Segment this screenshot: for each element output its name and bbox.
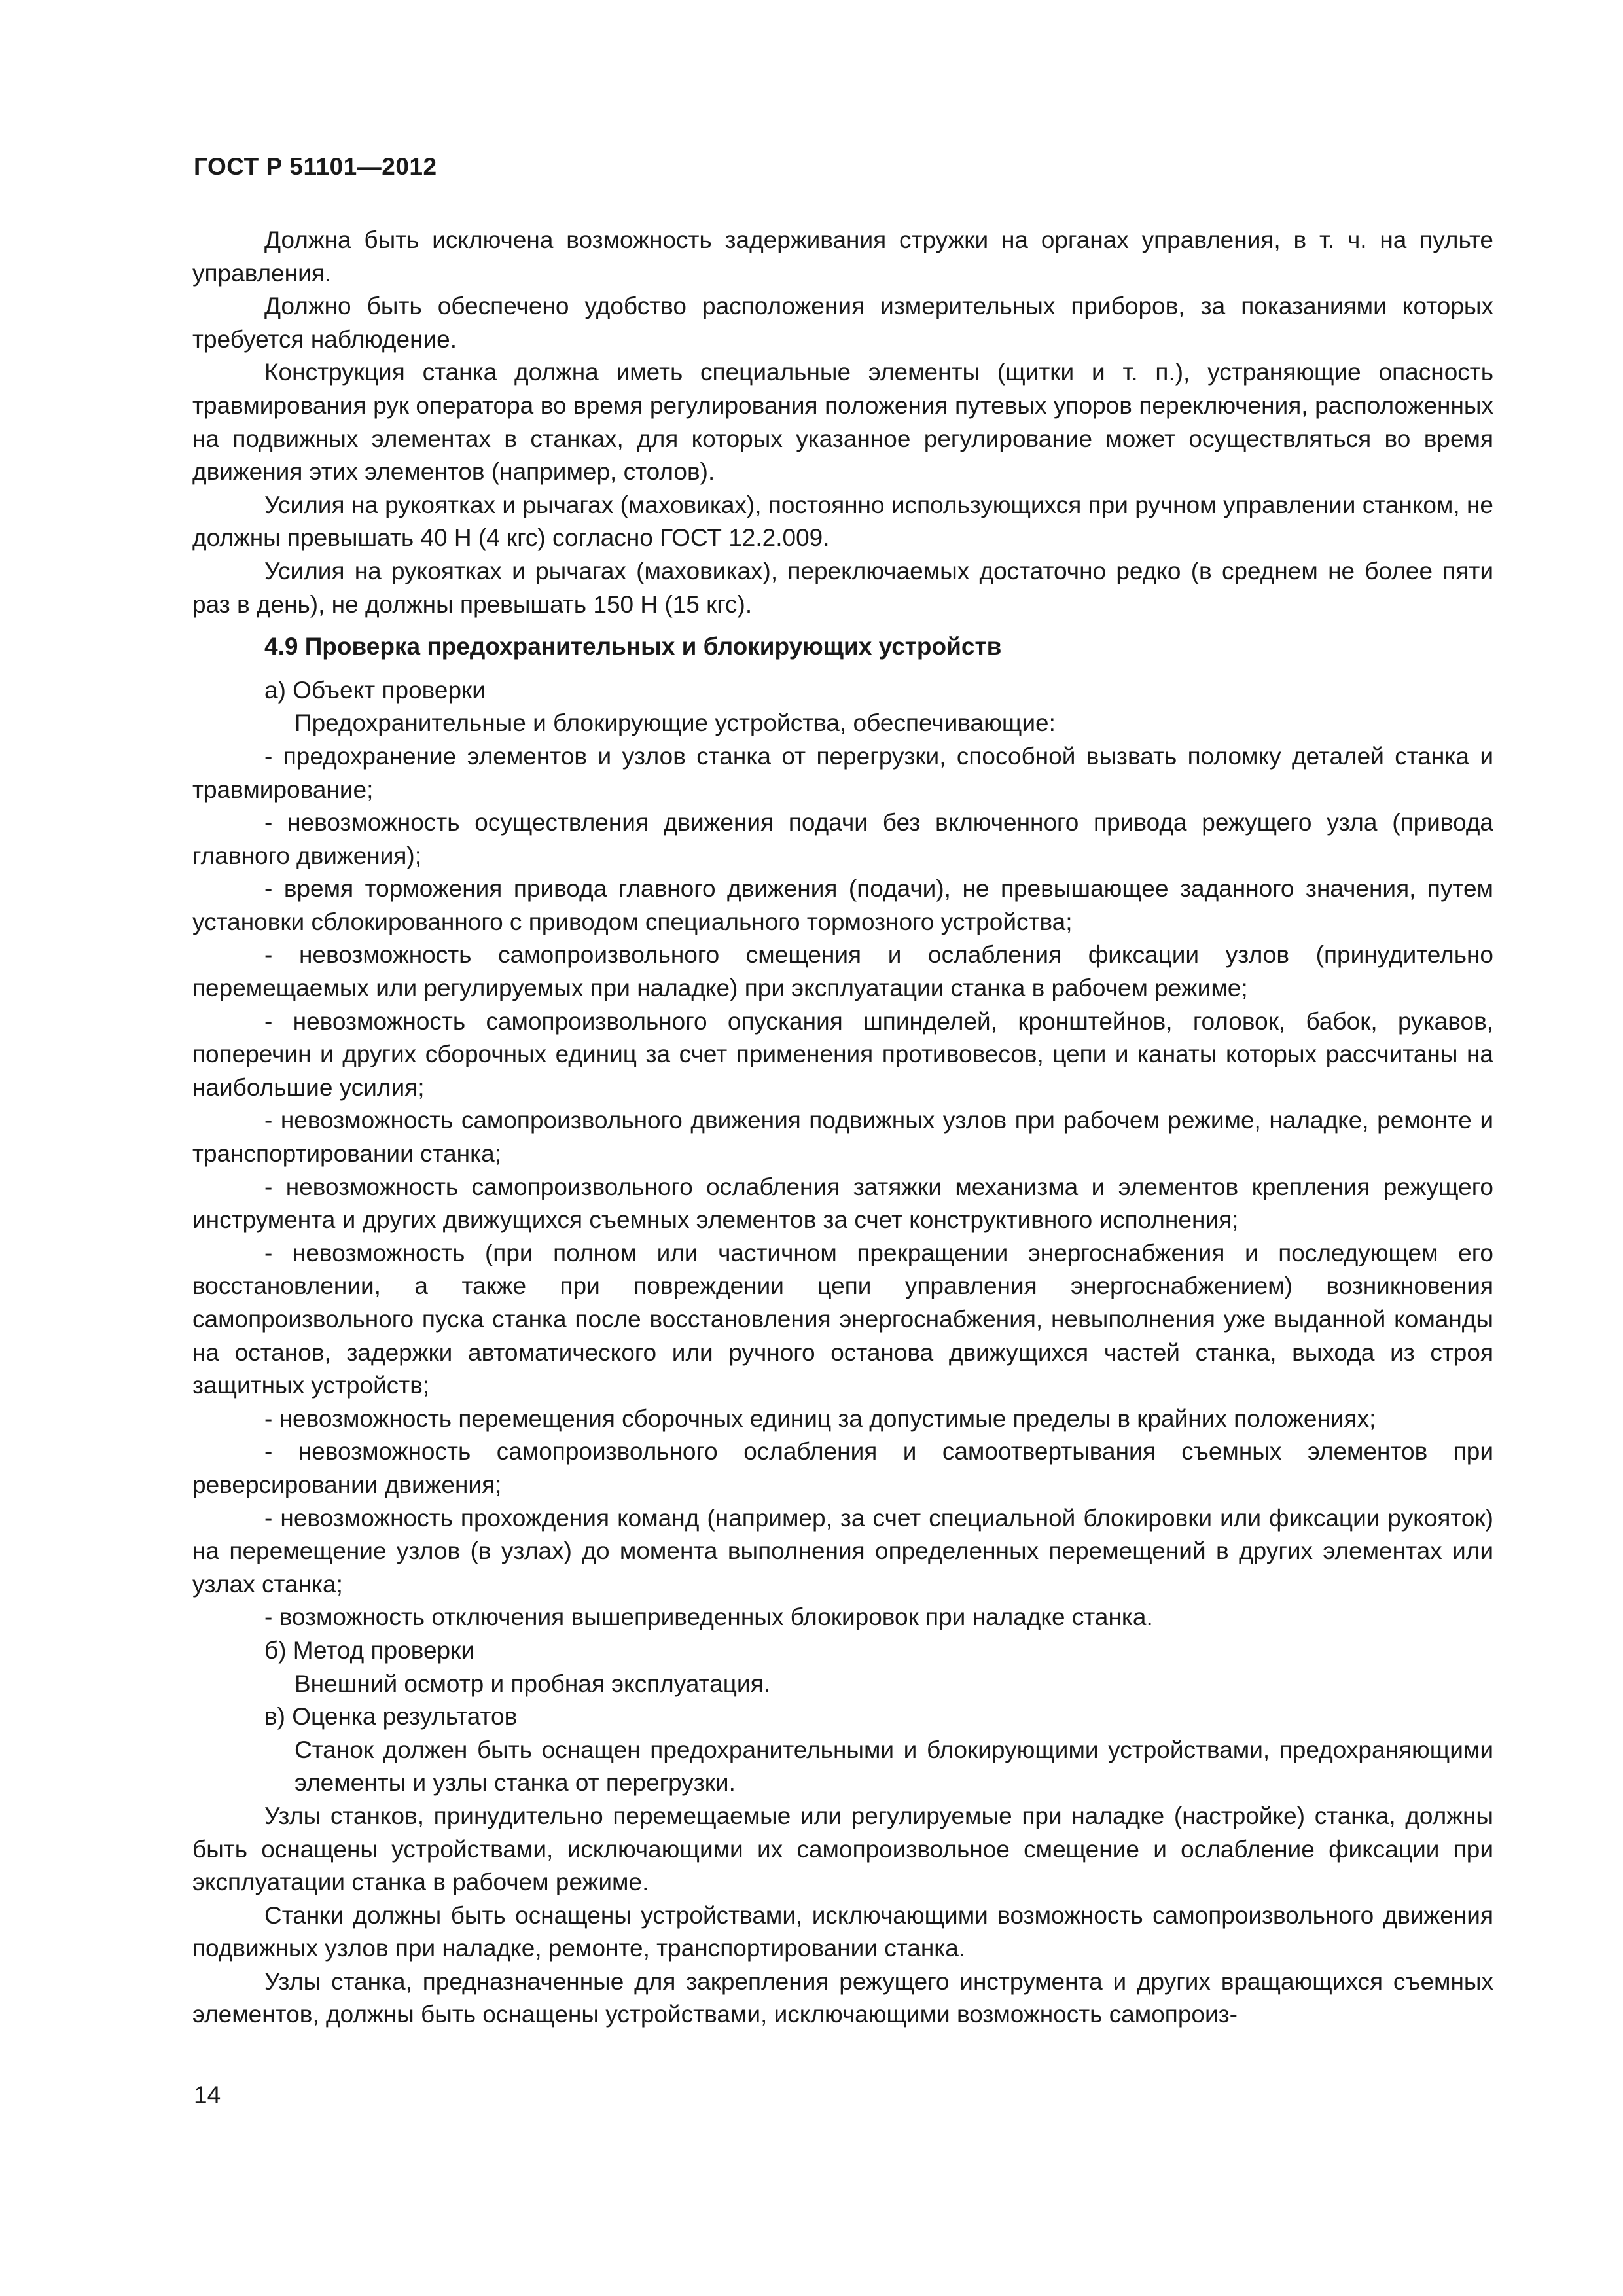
item-a-intro: Предохранительные и блокирующие устройства, обеспечивающие:: [294, 709, 1056, 737]
item-b-body: Внешний осмотр и пробная эксплуатация.: [294, 1670, 770, 1697]
list-item: - невозможность самопроизвольного ослабления и самоотвертывания съемных элементов при реверсировании движения;: [192, 1438, 1493, 1498]
list-item: - время торможения привода главного движения (подачи), не превышающее заданного значения, путем установки сблокированного с приводом специального тормозного устройства;: [192, 875, 1493, 935]
page-body: [192, 224, 1493, 2032]
paragraph: Конструкция станка должна иметь специальные элементы (щитки и т. п.), устраняющие опасность травмирования рук оператора во время регулирования положения путевых упоров переключения, расположенных на подвижных элементах в станках, для которых указанное регулирование может осуществляться во время движения этих элементов (например, столов).: [192, 359, 1493, 486]
paragraph: Станки должны быть оснащены устройствами, исключающими возможность самопроизвольного движения подвижных узлов при наладке, ремонте, транспортировании станка.: [192, 1901, 1493, 1962]
list-item: - предохранение элементов и узлов станка от перегрузки, способной вызвать поломку деталей станка и травмирование;: [192, 742, 1493, 803]
list-item: - невозможность самопроизвольного ослабления затяжки механизма и элементов крепления режущего инструмента и других движущихся съемных элементов за счет конструктивного исполнения;: [192, 1173, 1493, 1234]
paragraph: Усилия на рукоятках и рычагах (маховиках), переключаемых достаточно редко (в среднем не более пяти раз в день), не должны превышать 150 Н (15 кгс).: [192, 557, 1493, 618]
list-item: - невозможность осуществления движения подачи без включенного привода режущего узла (привода главного движения);: [192, 809, 1493, 869]
paragraph: Узлы станка, предназначенные для закрепления режущего инструмента и других вращающихся съемных элементов, должны быть оснащены устройствами, исключающими возможность самопроиз-: [192, 1967, 1493, 2028]
list-item: - невозможность перемещения сборочных единиц за допустимые пределы в крайних положениях;: [264, 1405, 1376, 1432]
paragraph: Должно быть обеспечено удобство расположения измерительных приборов, за показаниями которых требуется наблюдение.: [192, 293, 1493, 353]
page-number: 14: [194, 2081, 221, 2108]
paragraph: Усилия на рукоятках и рычагах (маховиках), постоянно использующихся при ручном управлении станком, не должны превышать 40 Н (4 кгс) согласно ГОСТ 12.2.009.: [192, 491, 1493, 552]
list-item: - невозможность самопроизвольного смещения и ослабления фиксации узлов (принудительно перемещаемых или регулируемых при наладке) при эксплуатации станка в рабочем режиме;: [192, 941, 1493, 1002]
paragraph: Узлы станков, принудительно перемещаемые или регулируемые при наладке (настройке) станка, должны быть оснащены устройствами, исключающими их самопроизвольное смещение и ослабление фиксации при эксплуатации станка в рабочем режиме.: [192, 1802, 1493, 1896]
list-item: - невозможность прохождения команд (например, за счет специальной блокировки или фиксации рукояток) на перемещение узлов (в узлах) до момента выполнения определенных перемещений в других элементах или узлах станка;: [192, 1504, 1493, 1598]
list-item: - возможность отключения вышеприведенных блокировок при наладке станка.: [264, 1604, 1153, 1631]
item-b-label: б) Метод проверки: [264, 1636, 474, 1664]
list-item: - невозможность самопроизвольного опускания шпинделей, кронштейнов, головок, бабок, рукавов, поперечин и других сборочных единиц за счет применения противовесов, цепи и канаты которых рассчитаны на наибольшие усилия;: [192, 1007, 1493, 1101]
list-item: - невозможность (при полном или частичном прекращении энергоснабжения и последующем его восстановлении, а также при повреждении цепи управления энергоснабжением) возникновения самопроизвольного пуска станка после восстановления энергоснабжения, невыполнения уже выданной команды на останов, задержки автоматического или ручного останова движущихся частей станка, выхода из строя защитных устройств;: [192, 1239, 1493, 1399]
item-c-body: Станок должен быть оснащен предохранительными и блокирующими устройствами, предохраняющими элементы и узлы станка от перегрузки.: [294, 1736, 1493, 1797]
item-c-label: в) Оценка результатов: [264, 1703, 518, 1731]
paragraph: Должна быть исключена возможность задерживания стружки на органах управления, в т. ч. на пульте управления.: [192, 226, 1493, 287]
list-item: - невозможность самопроизвольного движения подвижных узлов при рабочем режиме, наладке, ремонте и транспортировании станка;: [192, 1107, 1493, 1168]
section-heading: 4.9 Проверка предохранительных и блокирующих устройств: [264, 633, 1002, 660]
item-a-label: а) Объект проверки: [264, 676, 486, 704]
document-code-header: ГОСТ Р 51101—2012: [194, 153, 437, 180]
